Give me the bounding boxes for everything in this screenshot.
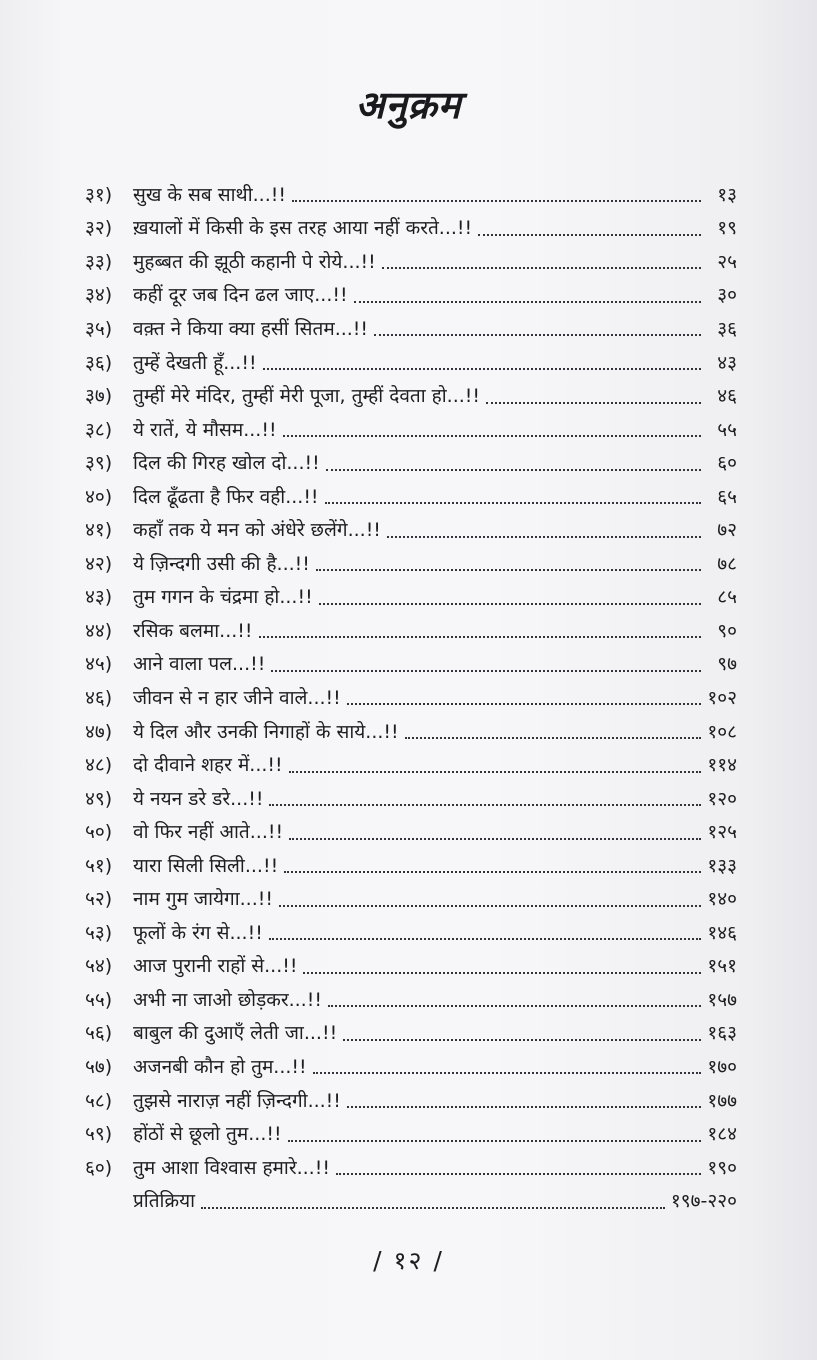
toc-entry-number: ३५) [85, 317, 113, 340]
toc-entry [85, 1150, 740, 1184]
toc-entry-number: ५२) [85, 888, 113, 911]
toc-entry [85, 848, 740, 882]
toc-entry [85, 982, 740, 1016]
toc-entry-title: सुख के सब साथी...!! [133, 183, 286, 206]
toc-entry-page: ७२ [717, 519, 737, 542]
toc-entry-number: ४३) [85, 586, 113, 609]
toc-entry-title: जीवन से न हार जीने वाले...!! [133, 686, 341, 709]
toc-entry-page: १०८ [707, 720, 737, 743]
toc-entry-page: १२० [707, 787, 737, 810]
toc-entry-title: बाबुल की दुआएँ लेती जा...!! [133, 1022, 338, 1045]
toc-entry-number: ३१) [85, 183, 113, 206]
toc-entry-page: १५१ [707, 955, 737, 978]
toc-entry-title: दो दीवाने शहर में...!! [133, 754, 283, 777]
toc-entry [85, 445, 740, 479]
toc-entry-number: ४९) [85, 787, 113, 810]
toc-entry-number: ४०) [85, 485, 113, 508]
dot-leader [374, 333, 701, 336]
toc-entry-number: ५०) [85, 821, 113, 844]
toc-entry-title: तुम गगन के चंद्रमा हो...!! [133, 586, 313, 609]
dot-leader [271, 669, 701, 672]
toc-entry-number: ३८) [85, 418, 113, 441]
toc-entry [85, 278, 740, 312]
toc-entry-page: ९७ [717, 653, 737, 676]
toc-entry-number: ५७) [85, 1055, 113, 1078]
toc-entry [85, 412, 740, 446]
toc-entry-title: यारा सिली सिली...!! [133, 854, 279, 877]
toc-entry-page: १६३ [707, 1022, 737, 1045]
toc-entry [85, 244, 740, 278]
dot-leader [289, 770, 701, 773]
toc-entry-page: ४३ [717, 351, 737, 374]
toc-entry-page: १४६ [707, 921, 737, 944]
toc-entry-number: ३६) [85, 351, 113, 374]
toc-entry-page: ८५ [717, 586, 737, 609]
toc-entry [85, 1016, 740, 1050]
toc-entry-page: ३० [717, 284, 737, 307]
toc-entry-number: ३४) [85, 284, 113, 307]
toc-entry-title: तुम्हीं मेरे मंदिर, तुम्हीं मेरी पूजा, तुम्हीं देवता हो...!! [133, 385, 481, 408]
toc-entry-number: ४२) [85, 552, 113, 575]
toc-entry-title: ये रातें, ये मौसम...!! [133, 418, 277, 441]
toc-entry-number: ४४) [85, 619, 113, 642]
toc-entry-number: ४१) [85, 519, 113, 542]
toc-entry-number: ५९) [85, 1123, 113, 1146]
dot-leader [347, 702, 701, 705]
dot-leader [284, 870, 701, 873]
toc-entry [85, 580, 740, 614]
toc-entry-page: ४६ [717, 385, 737, 408]
toc-entry-title: फूलों के रंग से...!! [133, 921, 263, 944]
toc-entry-title: वो फिर नहीं आते...!! [133, 821, 284, 844]
toc-entry-page: १३ [717, 183, 737, 206]
toc-entry-title: ये दिल और उनकी निगाहों के साये...!! [133, 720, 399, 743]
toc-entry [85, 680, 740, 714]
toc-entry-number: ४६) [85, 686, 113, 709]
toc-entry-page: १७७ [707, 1089, 737, 1112]
toc-entry-page: ६० [717, 452, 737, 475]
dot-leader [354, 300, 701, 303]
toc-entry-title: दिल ढूँढता है फिर वही...!! [133, 485, 319, 508]
toc-entry-number: ३३) [85, 250, 113, 273]
toc-entry [85, 378, 740, 412]
toc-entry-number: ३७) [85, 385, 113, 408]
dot-leader [303, 971, 701, 974]
toc-entry-title: ये नयन डरे डरे...!! [133, 787, 264, 810]
dot-leader [263, 367, 701, 370]
toc-entry-title: आज पुरानी राहों से...!! [133, 955, 298, 978]
dot-leader [325, 501, 701, 504]
dot-leader [283, 434, 701, 437]
toc-entry-page: १७० [707, 1055, 737, 1078]
toc-entry-page: ११४ [707, 754, 737, 777]
dot-leader [387, 535, 701, 538]
toc-entry-title: नाम गुम जायेगा...!! [133, 888, 273, 911]
dot-leader [316, 568, 701, 571]
toc-entry-title: तुझसे नाराज़ नहीं ज़िन्दगी...!! [133, 1089, 341, 1112]
toc-entry-title: ये ज़िन्दगी उसी की है...!! [133, 552, 310, 575]
toc-entry [85, 1183, 740, 1217]
toc-entry-page: ५५ [717, 418, 737, 441]
toc-entry [85, 345, 740, 379]
dot-leader [269, 803, 701, 806]
toc-entry-page: १४० [707, 888, 737, 911]
toc-entry-title: कहीं दूर जब दिन ढल जाए...!! [133, 284, 348, 307]
toc-entry-number: ४५) [85, 653, 113, 676]
toc-entry [85, 1083, 740, 1117]
dot-leader [313, 1071, 701, 1074]
toc-entry-number: ३९) [85, 452, 113, 475]
toc-entry-title: ख़यालों में किसी के इस तरह आया नहीं करते...!! [133, 217, 473, 240]
toc-entry-title: कहाँ तक ये मन को अंधेरे छलेंगे...!! [133, 519, 381, 542]
toc-entry [85, 915, 740, 949]
toc-entry [85, 949, 740, 983]
toc-entry-title: दिल की गिरह खोल दो...!! [133, 452, 320, 475]
toc-entry [85, 177, 740, 211]
toc-entry-number: ५५) [85, 988, 113, 1011]
dot-leader [259, 635, 701, 638]
toc-entry-number: ४८) [85, 754, 113, 777]
dot-leader [269, 937, 701, 940]
dot-leader [336, 1172, 701, 1175]
toc-entry-number: ५४) [85, 955, 113, 978]
toc-entry-page: ६५ [717, 485, 737, 508]
toc-entry-number: ६०) [85, 1156, 113, 1179]
toc-entry-page: १९० [707, 1156, 737, 1179]
toc-entry-number: ५६) [85, 1022, 113, 1045]
toc-entry-number: ४७) [85, 720, 113, 743]
toc-entry [85, 546, 740, 580]
toc-entry-title: मुहब्बत की झूठी कहानी पे रोये...!! [133, 250, 376, 273]
toc-entry-page: १९ [717, 217, 737, 240]
dot-leader [343, 1038, 701, 1041]
toc-entry [85, 747, 740, 781]
toc-entry [85, 714, 740, 748]
toc-entry-page: १२५ [707, 821, 737, 844]
toc-entry [85, 479, 740, 513]
toc-entry-page: २५ [717, 250, 737, 273]
toc-entry-page: १५७ [707, 988, 737, 1011]
toc-entry-title: तुम आशा विश्वास हमारे...!! [133, 1156, 330, 1179]
toc-entry-title: अजनबी कौन हो तुम...!! [133, 1055, 307, 1078]
dot-leader [292, 199, 701, 202]
toc-entry [85, 311, 740, 345]
toc-entry [85, 881, 740, 915]
page-title: अनुक्रम [355, 82, 462, 127]
toc-entry-title: प्रतिक्रिया [133, 1190, 196, 1213]
toc-entry-number: ३२) [85, 217, 113, 240]
toc-entry-page: १३३ [707, 854, 737, 877]
dot-leader [347, 1105, 701, 1108]
toc-entry-title: होंठों से छूलो तुम...!! [133, 1123, 282, 1146]
toc-entry [85, 1049, 740, 1083]
toc-entry-page: ७८ [717, 552, 737, 575]
dot-leader [405, 736, 701, 739]
dot-leader [288, 1139, 701, 1142]
toc-entry [85, 647, 740, 681]
dot-leader [279, 904, 701, 907]
toc-entry [85, 613, 740, 647]
toc-entry-number: ५८) [85, 1089, 113, 1112]
toc-entry-page: ९० [717, 619, 737, 642]
dot-leader [328, 1004, 701, 1007]
toc-entry-title: रसिक बलमा...!! [133, 619, 253, 642]
toc-entry-title: तुम्हें देखती हूँ...!! [133, 351, 257, 374]
toc-entry-title: अभी ना जाओ छोड़कर...!! [133, 988, 322, 1011]
toc-entry-title: आने वाला पल...!! [133, 653, 266, 676]
page-number: / १२ / [373, 1246, 444, 1275]
toc-entry-number: ५१) [85, 854, 113, 877]
toc-entry-page: १८४ [707, 1123, 737, 1146]
dot-leader [319, 602, 701, 605]
dot-leader [326, 468, 701, 471]
toc-entry [85, 211, 740, 245]
toc-entry-page: ३६ [717, 317, 737, 340]
toc-entry-page: १९७-२२० [670, 1190, 737, 1213]
toc-entry [85, 781, 740, 815]
toc-entry-title: वक़्त ने किया क्या हसीं सितम...!! [133, 317, 369, 340]
dot-leader [478, 233, 701, 236]
toc-entry-page: १०२ [707, 686, 737, 709]
dot-leader [201, 1206, 665, 1209]
toc-entry-number: ५३) [85, 921, 113, 944]
table-of-contents [85, 177, 740, 1217]
dot-leader [382, 266, 701, 269]
dot-leader [289, 837, 701, 840]
toc-entry [85, 814, 740, 848]
toc-entry [85, 512, 740, 546]
dot-leader [486, 401, 701, 404]
toc-entry [85, 1116, 740, 1150]
